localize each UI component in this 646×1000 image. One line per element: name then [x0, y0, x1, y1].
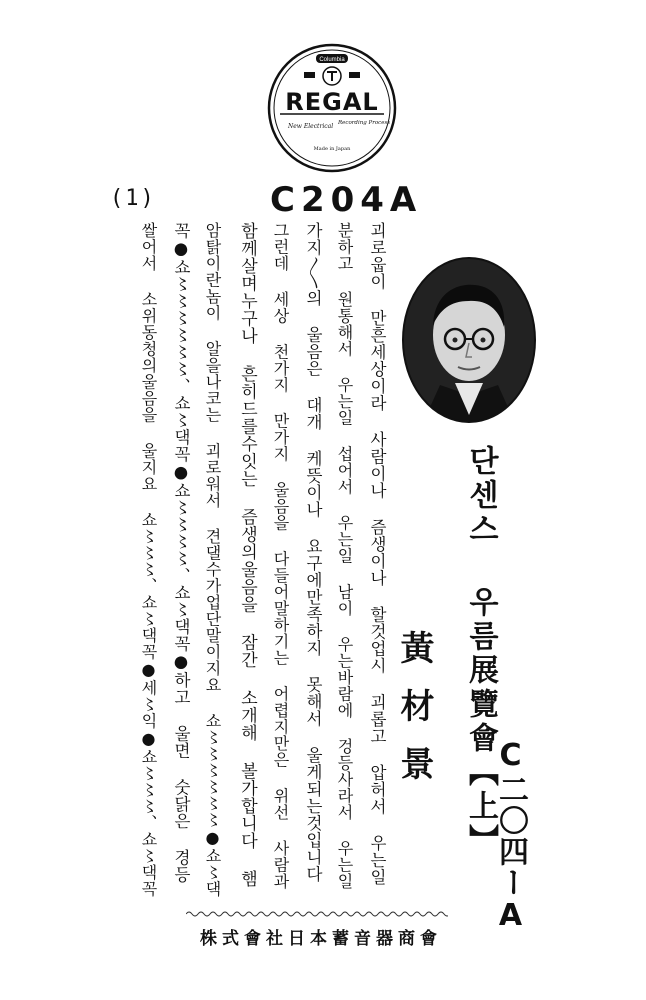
lyric-line: 그런데 세상 천가지 만가지 울음을 다들어말하기는 어렵지만은 위선 사람과: [271, 222, 290, 890]
lyric-line: 괴로웁이 만흔세상이라 사람이나 즘생이나 할것업시 괴롭고 압허서 우는일: [367, 222, 387, 886]
lyric-line: 암탉이란놈이 알을나코는 괴로워서 견댈수가업단말이지요 쇼〻〻〻〻〻〻●쇼〻댁: [203, 222, 222, 897]
publisher-footer: 株式會社日本蓄音器商會: [200, 929, 442, 949]
label-top-mark: Columbia: [319, 57, 345, 63]
lyric-line: 가지〱의 울음은 대개 케뜻이나 요구에만족하지 못해서 울게되는것입니다: [303, 222, 323, 883]
label-left-text: New Electrical: [288, 123, 334, 130]
label-bottom-text: Made in Japan: [313, 146, 351, 152]
author-name: 黃材景: [394, 630, 434, 804]
wavy-divider: [186, 910, 448, 918]
author-portrait: [400, 255, 538, 425]
label-brand: REGAL: [285, 88, 379, 116]
page-number: (1): [110, 186, 156, 211]
record-number-top: C204A: [270, 180, 423, 220]
song-title: 단센스 우름展覽會【上】: [463, 445, 498, 858]
lyric-line: 꼭●쇼〻〻〻〻〻〻、쇼〻댁꼭●쇼〻〻〻〻、쇼〻댁꼭●하고 울면 숫닭은 경등: [171, 222, 191, 883]
record-number-side: C二〇四ーA: [493, 738, 528, 934]
lyric-line: 쌀어서 소위동청의울음을 울지요 쇼〻〻〻、쇼〻댁꼭●세〻익●쇼〻〻〻、쇼〻댁꼭: [139, 222, 158, 897]
label-right-text: Recording Process: [338, 120, 391, 126]
regal-label-logo: [266, 42, 398, 174]
lyrics-block: [138, 222, 398, 900]
lyric-line: 함께살며누구나 흔히드를수잇는 즘생의울음을 잠간 소개해 볼가합니다 햄: [237, 222, 257, 888]
lyric-line: 분하고 원통해서 우는일 섭어서 우는일 남이 우는바람에 겅등사라서 우는일: [335, 222, 354, 890]
